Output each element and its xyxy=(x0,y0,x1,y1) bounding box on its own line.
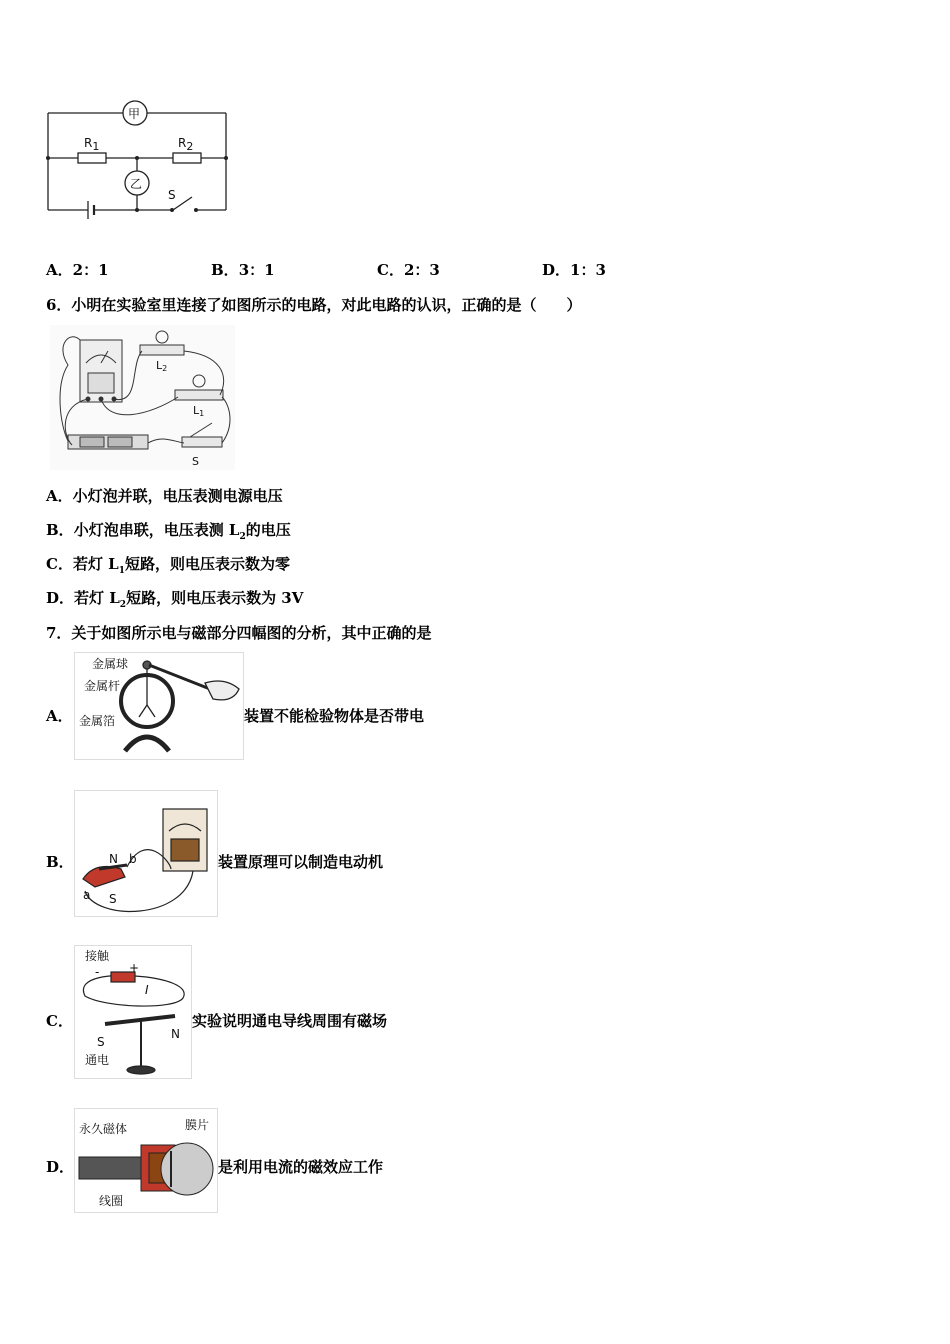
label-b: b xyxy=(129,852,137,866)
option-letter: B． xyxy=(46,521,74,539)
label-s: S xyxy=(109,892,117,906)
q7-stem: 7．关于如图所示电与磁部分四幅图的分析，其中正确的是 xyxy=(46,624,432,642)
option-text-post: 的电压 xyxy=(245,521,291,539)
label-energized: 通电 xyxy=(85,1053,110,1067)
switch-label: S xyxy=(168,188,176,202)
q5-option-a xyxy=(46,260,109,280)
r1-label: R1 xyxy=(84,136,100,153)
q6-circuit-photo xyxy=(50,325,235,470)
q7-option-b-letter: B． xyxy=(46,853,74,871)
oersted-figure xyxy=(74,945,192,1079)
label-metal-foil: 金属箔 xyxy=(79,714,116,728)
q5-option-c xyxy=(377,260,440,280)
q6-option-d xyxy=(46,588,303,615)
option-text-post: 短路，则电压表示数为 3V xyxy=(126,589,304,607)
option-subscript: 2 xyxy=(119,600,127,610)
option-letter: D． xyxy=(46,589,75,607)
label-diaphragm: 膜片 xyxy=(185,1118,210,1132)
q7-option-a-text: 装置不能检验物体是否带电 xyxy=(244,707,425,725)
option-letter: D． xyxy=(542,261,571,279)
option-text: 小灯泡串联，电压表测 L xyxy=(73,521,240,539)
label-current: I xyxy=(145,983,149,997)
meter-jia-label: 甲 xyxy=(128,107,141,121)
option-text: 若灯 L xyxy=(74,589,120,607)
q7-option-b-text: 装置原理可以制造电动机 xyxy=(218,853,384,871)
electroscope-figure xyxy=(74,652,244,760)
option-subscript: 1 xyxy=(118,566,125,576)
label-minus: - xyxy=(95,965,100,979)
option-text: 2：1 xyxy=(72,261,109,279)
label-a: a xyxy=(83,888,91,902)
generator-figure xyxy=(74,790,218,917)
option-subscript: 2 xyxy=(239,532,246,542)
l2-label: L2 xyxy=(156,359,168,373)
label-permanent-magnet: 永久磁体 xyxy=(79,1122,128,1136)
label-metal-rod: 金属杆 xyxy=(84,679,121,693)
q6-stem: 6．小明在实验室里连接了如图所示的电路，对此电路的认识，正确的是（ ） xyxy=(46,296,582,314)
q5-circuit-diagram xyxy=(40,95,240,225)
option-letter: A． xyxy=(46,261,73,279)
l1-label: L1 xyxy=(193,404,205,418)
label-contact: 接触 xyxy=(85,949,110,963)
label-s: S xyxy=(97,1035,105,1049)
q5-option-b xyxy=(211,260,275,280)
label-coil: 线圈 xyxy=(99,1194,124,1208)
q6-option-b xyxy=(46,520,291,547)
r2-label: R2 xyxy=(178,136,194,153)
option-letter: C． xyxy=(377,261,404,279)
q7-option-d-letter: D． xyxy=(46,1158,75,1176)
microphone-figure xyxy=(74,1108,218,1213)
q7-option-c-letter: C． xyxy=(46,1012,73,1030)
label-n: N xyxy=(171,1027,180,1041)
option-letter: B． xyxy=(211,261,239,279)
option-letter: A． xyxy=(46,487,73,505)
q6-option-a xyxy=(46,486,283,506)
meter-yi-label: 乙 xyxy=(130,177,143,191)
q5-option-d xyxy=(542,260,606,280)
label-metal-ball: 金属球 xyxy=(92,657,129,671)
option-text: 1：3 xyxy=(570,261,606,279)
option-letter: C． xyxy=(46,555,73,573)
q6-option-c xyxy=(46,554,290,581)
label-plus: + xyxy=(129,961,140,975)
option-text: 若灯 L xyxy=(72,555,119,573)
label-n: N xyxy=(109,852,118,866)
q7-option-d-text: 是利用电流的磁效应工作 xyxy=(218,1158,384,1176)
option-text: 小灯泡并联，电压表测电源电压 xyxy=(72,487,283,505)
q7-option-c-text: 实验说明通电导线周围有磁场 xyxy=(192,1012,388,1030)
switch-s-label: S xyxy=(192,455,199,468)
q7-option-a-letter: A． xyxy=(46,707,73,725)
option-text-post: 短路，则电压表示数为零 xyxy=(125,555,291,573)
option-text: 3：1 xyxy=(238,261,275,279)
option-text: 2：3 xyxy=(403,261,440,279)
